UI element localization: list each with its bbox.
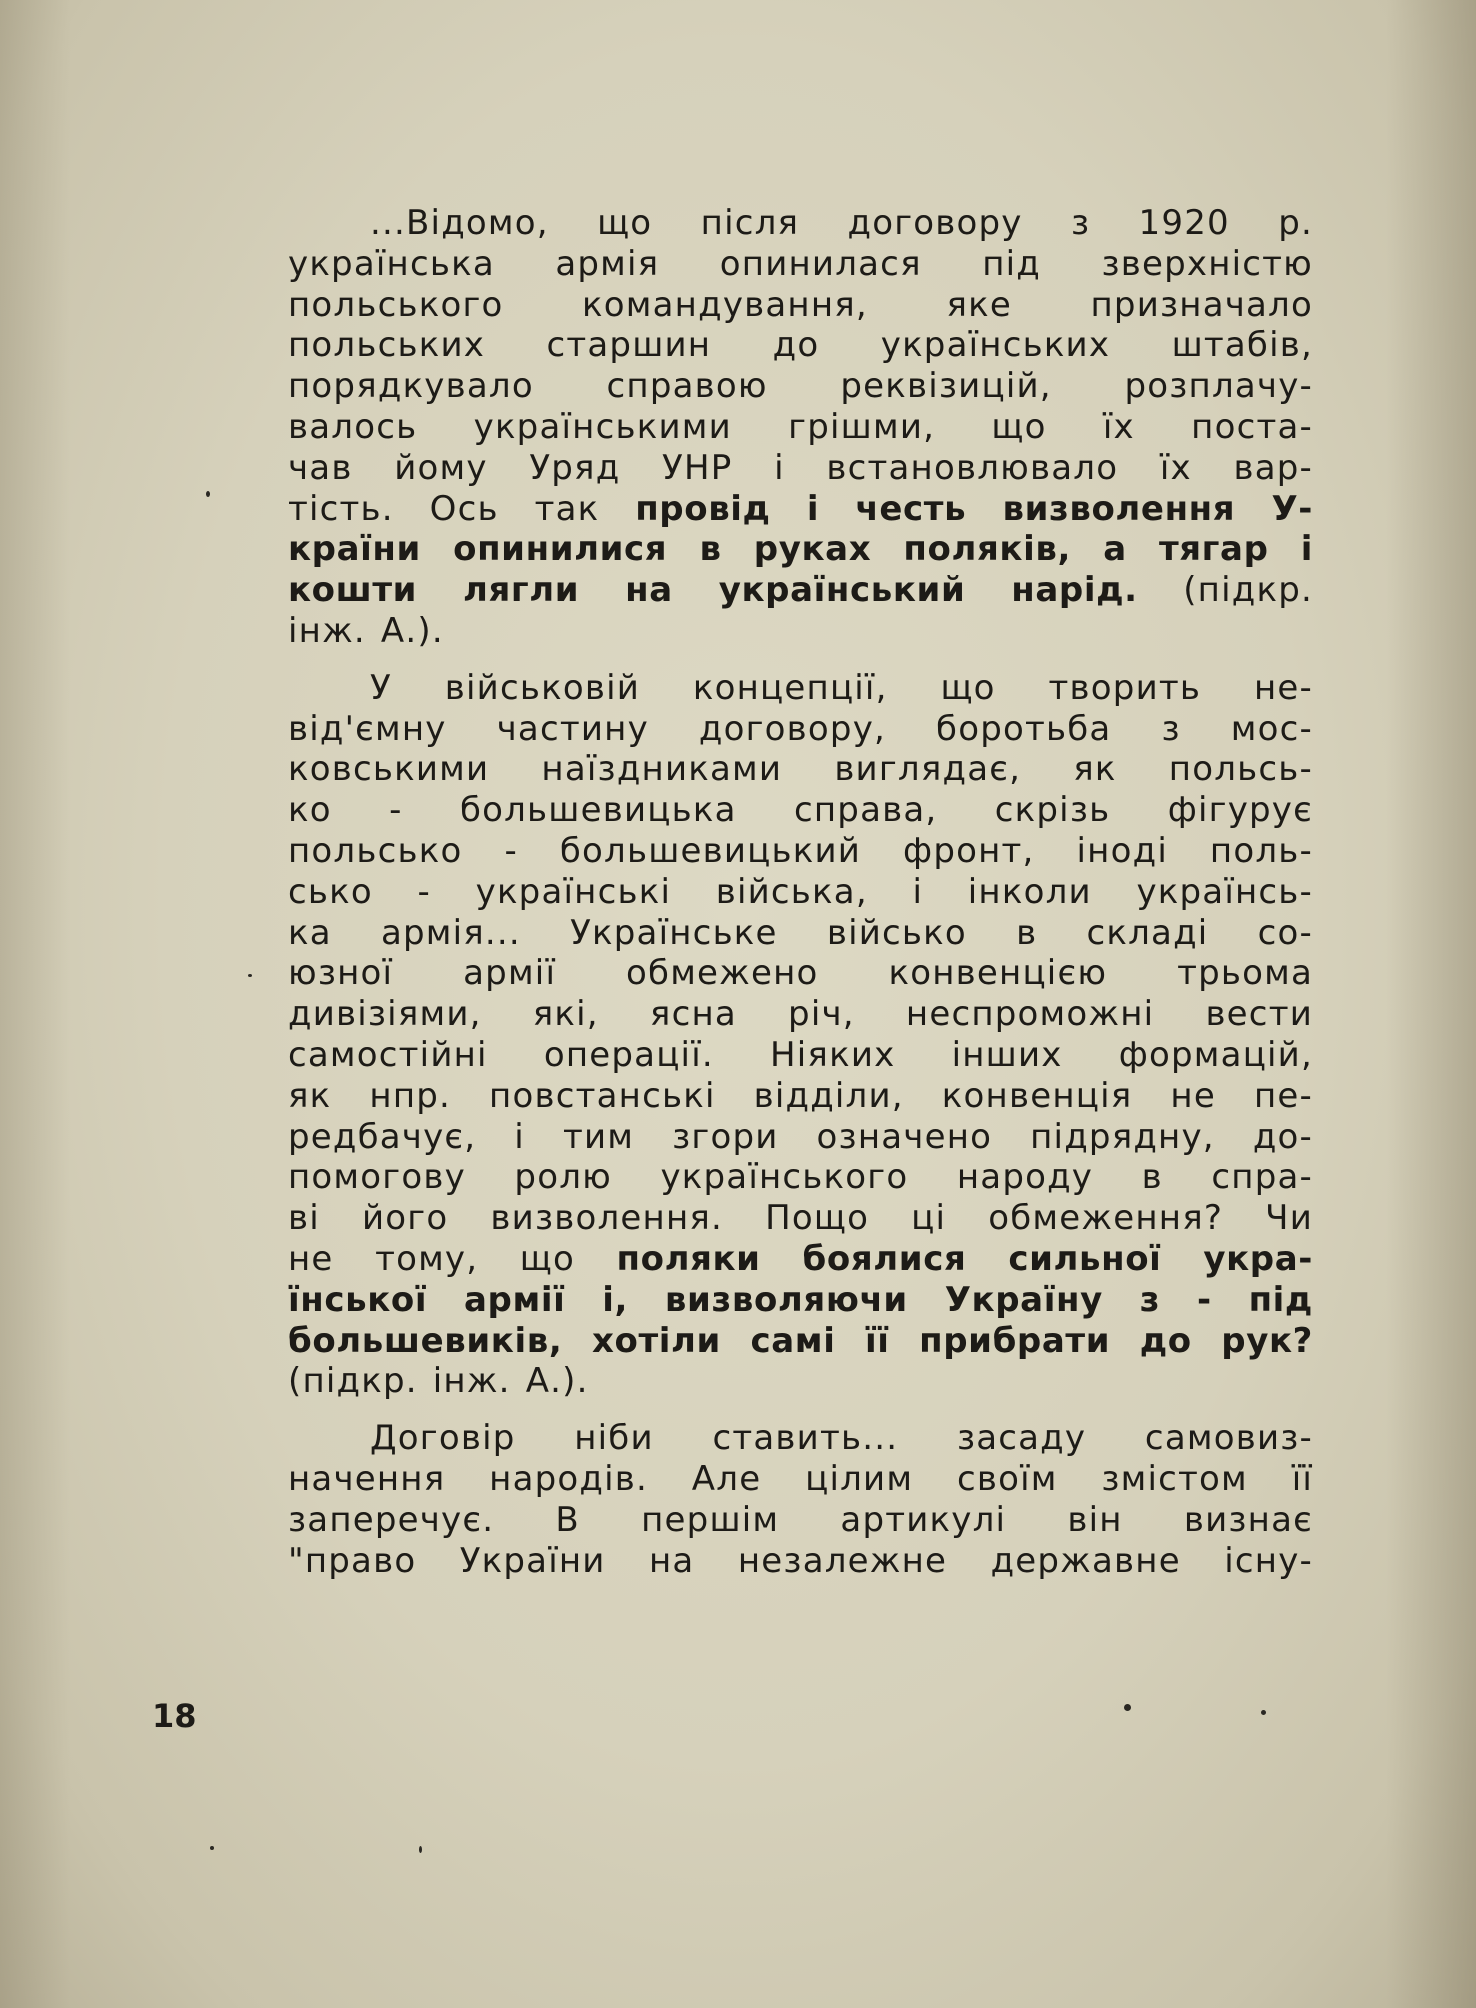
bold-text-run: країни опинилися в руках поляків, а тягар і	[288, 529, 1313, 570]
text-line	[288, 570, 1313, 611]
print-speck	[1124, 1704, 1131, 1711]
text-line	[288, 529, 1313, 570]
text-run: польських старшин до українських штабів,	[288, 325, 1313, 366]
text-run: (підкр.	[1137, 570, 1313, 611]
text-line	[288, 325, 1313, 366]
text-run: заперечує. В першім артикулі він визнає	[288, 1499, 1313, 1540]
text-line	[288, 1076, 1313, 1117]
text-run: валось українськими грішми, що їх поста-	[288, 406, 1313, 447]
text-line	[288, 203, 1313, 244]
print-speck	[248, 974, 252, 977]
text-line	[288, 1500, 1313, 1541]
bold-text-run: їнської армії і, визволяючи Україну з - під	[288, 1279, 1313, 1320]
page-number: 18	[152, 1697, 197, 1735]
text-run: чав йому Уряд УНР і встановлювало їх вар-	[288, 447, 1313, 488]
text-run: самостійні операції. Ніяких інших формацій,	[288, 1034, 1313, 1075]
text-line	[288, 1361, 1313, 1402]
text-line	[288, 1541, 1313, 1582]
text-line	[288, 1157, 1313, 1198]
text-run: У військовій концепції, що творить не-	[370, 667, 1313, 708]
text-run: ...Відомо, що після договору з 1920 р.	[370, 203, 1313, 243]
text-line	[288, 1239, 1313, 1280]
text-run: (підкр. інж. А.).	[288, 1361, 589, 1402]
text-run: ко - большевицька справа, скрізь фігурує	[288, 790, 1313, 831]
text-run: редбачує, і тим згори означено підрядну, до-	[288, 1116, 1313, 1157]
text-line	[288, 994, 1313, 1035]
text-run: ві його визволення. Пощо ці обмеження? Чи	[288, 1198, 1313, 1239]
paragraph-2	[288, 668, 1313, 1402]
text-line	[288, 1198, 1313, 1239]
text-run: ка армія... Українське військо в складі со-	[288, 912, 1313, 953]
text-line	[288, 668, 1313, 709]
text-run: польсько - большевицький фронт, іноді поль-	[288, 830, 1313, 871]
text-run: Договір ніби ставить... засаду самовиз-	[370, 1418, 1313, 1459]
text-run: українська армія опинилася під зверхністю	[288, 243, 1313, 284]
bold-text-run: поляки боялися сильної укра-	[616, 1238, 1313, 1279]
text-line	[288, 244, 1313, 285]
text-line	[288, 790, 1313, 831]
print-speck	[206, 491, 210, 497]
text-run: помогову ролю українського народу в спра-	[288, 1157, 1313, 1198]
text-run: польського командування, яке призначало	[288, 284, 1313, 325]
text-line	[288, 1035, 1313, 1076]
print-speck	[210, 1846, 214, 1850]
text-line	[288, 1321, 1313, 1362]
text-line	[288, 709, 1313, 750]
text-line	[288, 749, 1313, 790]
text-line	[288, 366, 1313, 407]
text-run: не тому, що	[288, 1238, 617, 1279]
print-speck	[419, 1846, 422, 1853]
text-line	[288, 831, 1313, 872]
text-run: як нпр. повстанські відділи, конвенція не пе-	[288, 1075, 1313, 1116]
body-text	[288, 203, 1313, 1581]
text-run: юзної армії обмежено конвенцією трьома	[288, 953, 1313, 994]
text-line	[288, 953, 1313, 994]
paragraph-1	[288, 203, 1313, 652]
text-line	[288, 489, 1313, 530]
text-run: від'ємну частину договору, боротьба з мос-	[288, 708, 1313, 749]
text-run: "право України на незалежне державне існу-	[288, 1540, 1313, 1581]
text-run: інж. А.).	[288, 610, 444, 651]
text-line	[288, 611, 1313, 652]
bold-text-run: кошти лягли на український нарід.	[288, 570, 1138, 611]
text-line	[288, 285, 1313, 326]
bold-text-run: провід і честь визволення У-	[635, 488, 1313, 529]
bold-text-run: большевиків, хотіли самі її прибрати до рук?	[288, 1320, 1313, 1361]
text-run: дивізіями, які, ясна річ, неспроможні вести	[288, 994, 1313, 1035]
paragraph-3	[288, 1418, 1313, 1581]
text-run: начення народів. Але цілим своїм змістом її	[288, 1458, 1313, 1499]
text-run: тість. Ось так	[288, 488, 636, 529]
text-line	[288, 448, 1313, 489]
text-run: порядкувало справою реквізицій, розплачу-	[288, 366, 1313, 407]
text-run: сько - українські війська, і інколи українсь-	[288, 871, 1313, 912]
text-line	[288, 1117, 1313, 1158]
text-run: ковськими наїздниками виглядає, як польсь-	[288, 749, 1313, 790]
text-line	[288, 913, 1313, 954]
text-line	[288, 1418, 1313, 1459]
text-line	[288, 1459, 1313, 1500]
text-line	[288, 872, 1313, 913]
text-line	[288, 1280, 1313, 1321]
text-line	[288, 407, 1313, 448]
print-speck	[1261, 1710, 1266, 1715]
